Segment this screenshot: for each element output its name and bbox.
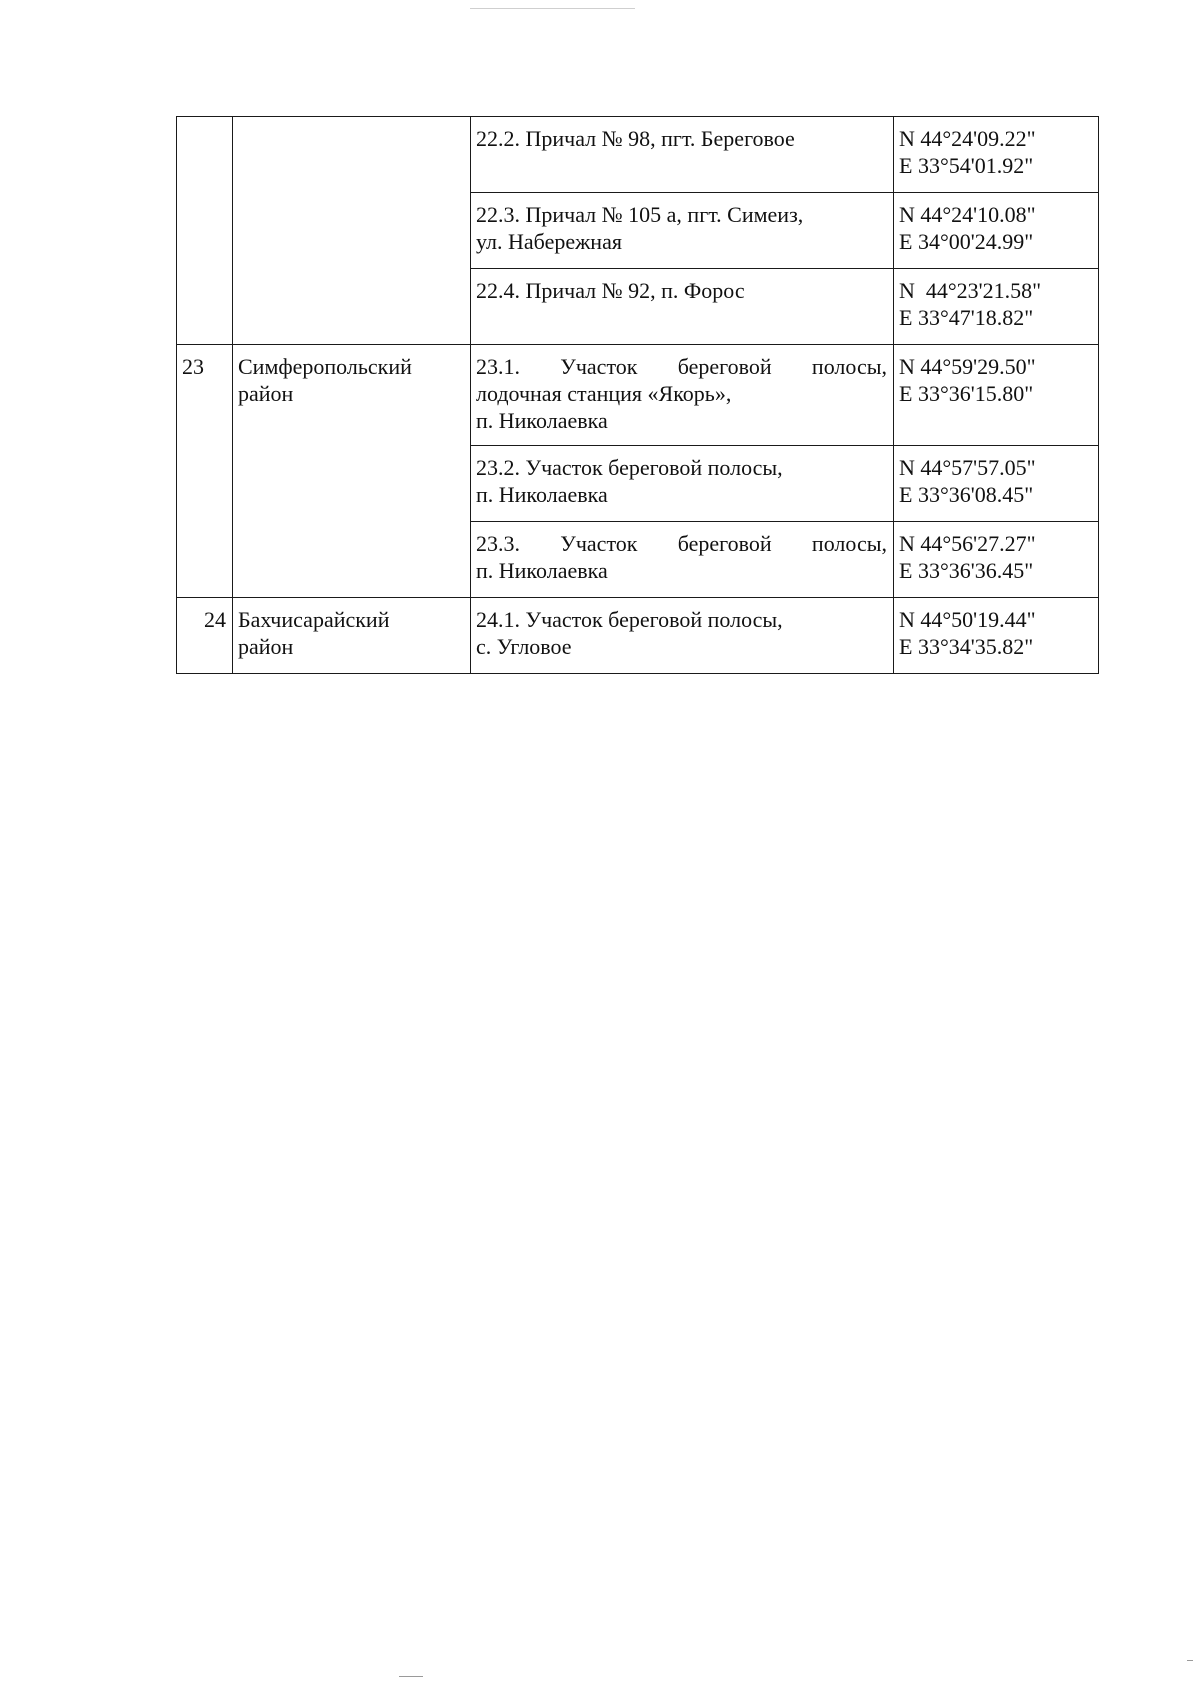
place-line: 23.2. Участок береговой полосы,	[476, 455, 783, 480]
latitude: N 44°23'21.58"	[899, 278, 1042, 303]
place-line: 22.2. Причал № 98, пгт. Береговое	[476, 126, 795, 151]
place-line: 24.1. Участок береговой полосы,	[476, 607, 783, 632]
coordinates-cell	[894, 269, 1099, 345]
place-line: ул. Набережная	[476, 229, 622, 254]
row-number-cell	[177, 117, 233, 345]
district-name: район	[238, 634, 294, 659]
coordinates-cell	[894, 446, 1099, 522]
longitude: E 33°34'35.82"	[899, 634, 1034, 659]
latitude: N 44°24'10.08"	[899, 202, 1036, 227]
latitude: N 44°57'57.05"	[899, 455, 1036, 480]
place-line: 22.4. Причал № 92, п. Форос	[476, 278, 745, 303]
latitude: N 44°56'27.27"	[899, 531, 1036, 556]
scan-artifact-top	[470, 8, 635, 9]
longitude: E 34°00'24.99"	[899, 229, 1034, 254]
place-line: с. Угловое	[476, 634, 572, 659]
place-cell	[471, 598, 894, 674]
coordinates-cell	[894, 345, 1099, 446]
coordinates-cell	[894, 522, 1099, 598]
place-cell	[471, 193, 894, 269]
scan-artifact-bottom	[399, 1676, 423, 1677]
place-cell	[471, 117, 894, 193]
place-cell	[471, 446, 894, 522]
place-line: п. Николаевка	[476, 558, 608, 583]
place-line: лодочная станция «Якорь»,	[476, 381, 732, 406]
place-line: п. Николаевка	[476, 482, 608, 507]
row-number-cell	[177, 598, 233, 674]
row-number: 23	[182, 354, 204, 379]
latitude: N 44°50'19.44"	[899, 607, 1036, 632]
district-cell	[233, 598, 471, 674]
longitude: E 33°36'36.45"	[899, 558, 1034, 583]
district-name: район	[238, 381, 294, 406]
table-row	[177, 598, 1099, 674]
district-name: Симферопольский	[238, 354, 412, 379]
row-number-cell	[177, 345, 233, 598]
longitude: E 33°36'15.80"	[899, 381, 1034, 406]
latitude: N 44°59'29.50"	[899, 354, 1036, 379]
longitude: E 33°36'08.45"	[899, 482, 1034, 507]
place-cell	[471, 345, 894, 446]
district-cell	[233, 345, 471, 598]
place-line: 22.3. Причал № 105 а, пгт. Симеиз,	[476, 202, 804, 227]
coordinates-cell	[894, 117, 1099, 193]
place-cell	[471, 522, 894, 598]
longitude: E 33°54'01.92"	[899, 153, 1034, 178]
table-row	[177, 345, 1099, 446]
coordinates-cell	[894, 598, 1099, 674]
place-line: 23.3. Участок береговой полосы,	[476, 531, 887, 556]
place-cell	[471, 269, 894, 345]
latitude: N 44°24'09.22"	[899, 126, 1036, 151]
place-line: 23.1. Участок береговой полосы,	[476, 354, 887, 379]
place-line: п. Николаевка	[476, 408, 608, 433]
district-cell	[233, 117, 471, 345]
scan-artifact-right	[1187, 1660, 1193, 1661]
coastal-sites-table	[176, 116, 1099, 674]
district-name: Бахчисарайский	[238, 607, 390, 632]
row-number: 24	[204, 607, 226, 632]
table-row	[177, 117, 1099, 193]
coordinates-cell	[894, 193, 1099, 269]
longitude: E 33°47'18.82"	[899, 305, 1034, 330]
